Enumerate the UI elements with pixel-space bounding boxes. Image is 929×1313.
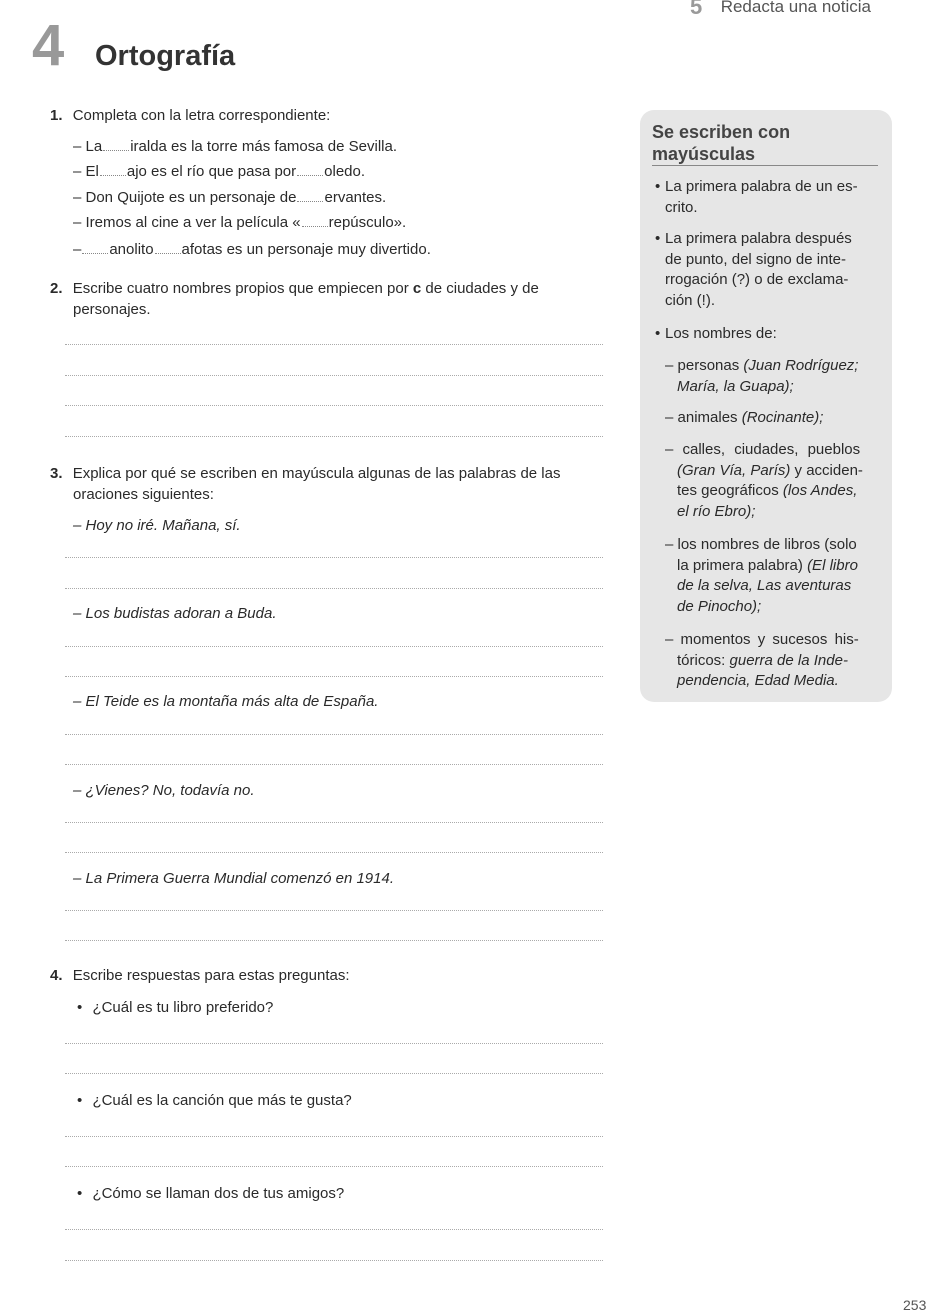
answer-line[interactable] [65,852,603,853]
sidebar-sub-places-example: (Gran Vía, París) [677,461,791,479]
answer-line[interactable] [65,1166,603,1167]
sidebar-sub-animals [665,408,823,429]
sidebar-rule-2-line-1: La primera palabra después [665,230,852,247]
sidebar-sub-people-label: – personas [665,357,740,374]
answer-line[interactable] [65,764,603,765]
section4-number: 4 [32,13,65,78]
ex1-item-4-text-b: repúsculo». [328,214,407,231]
ex1-item-2-text-a: – El [73,163,99,180]
fill-blank[interactable] [297,191,323,202]
ex3-sentence-4: – ¿Vienes? No, todavía no. [73,782,255,799]
ex4-prompt-text: Escribe respuestas para estas preguntas: [72,967,350,984]
bullet-icon: • [655,178,661,195]
section5-title: Redacta una noticia [720,0,871,16]
ex1-item-3-text-b: ervantes. [324,189,387,206]
sidebar-sub-places-example-3: el río Ebro); [677,502,756,520]
section5-header [690,0,871,22]
fill-blank[interactable] [82,243,108,254]
ex4-question-3-text: ¿Cómo se llaman dos de tus amigos? [92,1185,345,1202]
sidebar-sub-books-example: (El libro [807,556,858,574]
ex2-prompt-text-b: de ciudades y de [425,280,539,297]
answer-line[interactable] [65,375,603,376]
answer-line[interactable] [65,344,603,345]
ex4-question-1 [77,998,273,1018]
ex1-item-1 [73,137,397,157]
ex1-item-2-text-b: ajo es el río que pasa por [126,163,297,180]
ex1-item-5-text-a: – [73,241,82,258]
ex3-prompt [50,464,560,484]
answer-line[interactable] [65,910,603,911]
ex3-prompt-continued: oraciones siguientes: [73,486,214,503]
ex4-question-3 [77,1184,344,1204]
ex2-prompt-text-a: Escribe cuatro nombres propios que empiecen por [72,280,409,297]
ex1-item-5-text-b: anolito [109,241,154,258]
ex1-item-1-text-b: iralda es la torre más famosa de Sevilla. [130,138,397,155]
answer-line[interactable] [65,1043,603,1044]
sidebar-sub-events-text: tóricos: [677,651,726,669]
ex1-item-5-text-c: afotas es un personaje muy divertido. [181,241,431,258]
sidebar-title-line-2: mayúsculas [652,143,878,166]
ex2-letter: c [412,280,422,297]
sidebar-rule-2-line-2: de punto, del signo de inte- [665,250,846,268]
sidebar-sub-people [665,356,858,397]
answer-line[interactable] [65,676,603,677]
answer-line[interactable] [65,405,603,406]
sidebar-sub-places [665,440,863,522]
sidebar-sub-books-example-2: de la selva, Las aventuras [677,577,852,594]
ex2-prompt-continued: personajes. [73,301,151,318]
sidebar-rule-3 [655,324,777,345]
answer-line[interactable] [65,822,603,823]
fill-blank[interactable] [297,165,323,176]
sidebar-rule-1-line-1: La primera palabra de un es- [665,178,858,195]
bullet-icon: • [655,230,661,247]
sidebar-title-line-1: Se escriben con [652,122,791,142]
ex1-prompt [50,106,330,126]
answer-line[interactable] [65,1229,603,1230]
ex1-item-2-text-c: oledo. [324,163,366,180]
answer-line[interactable] [65,940,603,941]
sidebar-sub-places-label: – calles, ciudades, pueblos [665,441,861,458]
sidebar-rule-2-line-4: ción (!). [665,291,716,309]
sidebar-sub-animals-example: (Rocinante); [741,409,824,426]
sidebar-sub-events-label: – momentos y sucesos his- [665,631,859,648]
bullet-icon: • [77,1185,83,1202]
sidebar-title [652,121,878,166]
sidebar-sub-people-example-2: María, la Guapa); [677,377,794,395]
sidebar-sub-events [665,630,859,692]
sidebar-sub-people-example: (Juan Rodríguez; [743,357,859,374]
sidebar-rule-3-heading: Los nombres de: [665,325,777,342]
answer-line[interactable] [65,646,603,647]
bullet-icon: • [77,1092,83,1109]
answer-line[interactable] [65,588,603,589]
sidebar-sub-places-example-2: (los Andes, [782,482,858,499]
answer-line[interactable] [65,1136,603,1137]
ex1-item-2 [73,162,365,182]
sidebar-sub-books-text: la primera palabra) [677,556,803,574]
sidebar-sub-books-label: – los nombres de libros (solo [665,536,857,553]
bullet-icon: • [655,325,661,342]
sidebar-sub-animals-label: – animales [665,409,738,426]
bullet-icon: • [77,999,83,1016]
ex1-prompt-text: Completa con la letra correspondiente: [72,107,331,124]
ex1-item-1-text-a: – La [73,138,103,155]
sidebar-rule-2 [655,229,852,311]
sidebar-sub-events-example-2: pendencia, Edad Media. [677,672,839,689]
section5-number: 5 [690,0,703,19]
ex1-item-5 [73,240,431,260]
ex3-sentence-3: – El Teide es la montaña más alta de España. [73,693,379,710]
fill-blank[interactable] [155,243,181,254]
sidebar-rule-2-line-3: rrogación (?) o de exclama- [665,271,849,288]
sidebar-rule-1 [655,177,858,218]
answer-line[interactable] [65,436,603,437]
sidebar-sub-places-text: y acciden- [794,461,863,479]
fill-blank[interactable] [103,140,129,151]
ex3-number: 3. [50,465,63,482]
ex1-item-3-text-a: – Don Quijote es un personaje de [73,189,297,206]
ex1-number: 1. [50,107,63,124]
ex1-item-4 [73,213,406,233]
sidebar-rule-1-line-2: crito. [665,198,698,216]
ex3-sentence-5: – La Primera Guerra Mundial comenzó en 1914. [73,870,395,887]
ex4-number: 4. [50,967,63,984]
ex4-question-1-text: ¿Cuál es tu libro preferido? [92,999,274,1016]
ex3-sentence-2: – Los budistas adoran a Buda. [73,605,277,622]
answer-line[interactable] [65,734,603,735]
ex2-prompt [50,279,539,299]
answer-line[interactable] [65,1260,603,1261]
ex4-question-2-text: ¿Cuál es la canción que más te gusta? [92,1092,352,1109]
sidebar-sub-events-example: guerra de la Inde- [729,651,848,669]
page-number: 253 [903,1297,927,1313]
sidebar-sub-books [665,535,858,617]
ex3-prompt-text-a: Explica por qué se escriben en mayúscula algunas de las palabras de las [72,465,561,482]
fill-blank[interactable] [100,165,126,176]
ex2-number: 2. [50,280,63,297]
fill-blank[interactable] [302,216,328,227]
ex4-question-2 [77,1091,352,1111]
ex1-item-4-text-a: – Iremos al cine a ver la película « [73,214,301,231]
sidebar-sub-books-example-3: de Pinocho); [677,597,762,615]
ex1-item-3 [73,188,386,208]
sidebar-sub-places-text-2: tes geográficos [677,482,779,499]
page-title: Ortografía [95,40,236,72]
ex3-sentence-1: – Hoy no iré. Mañana, sí. [73,517,241,534]
ex4-prompt [50,966,350,986]
answer-line[interactable] [65,1073,603,1074]
answer-line[interactable] [65,557,603,558]
